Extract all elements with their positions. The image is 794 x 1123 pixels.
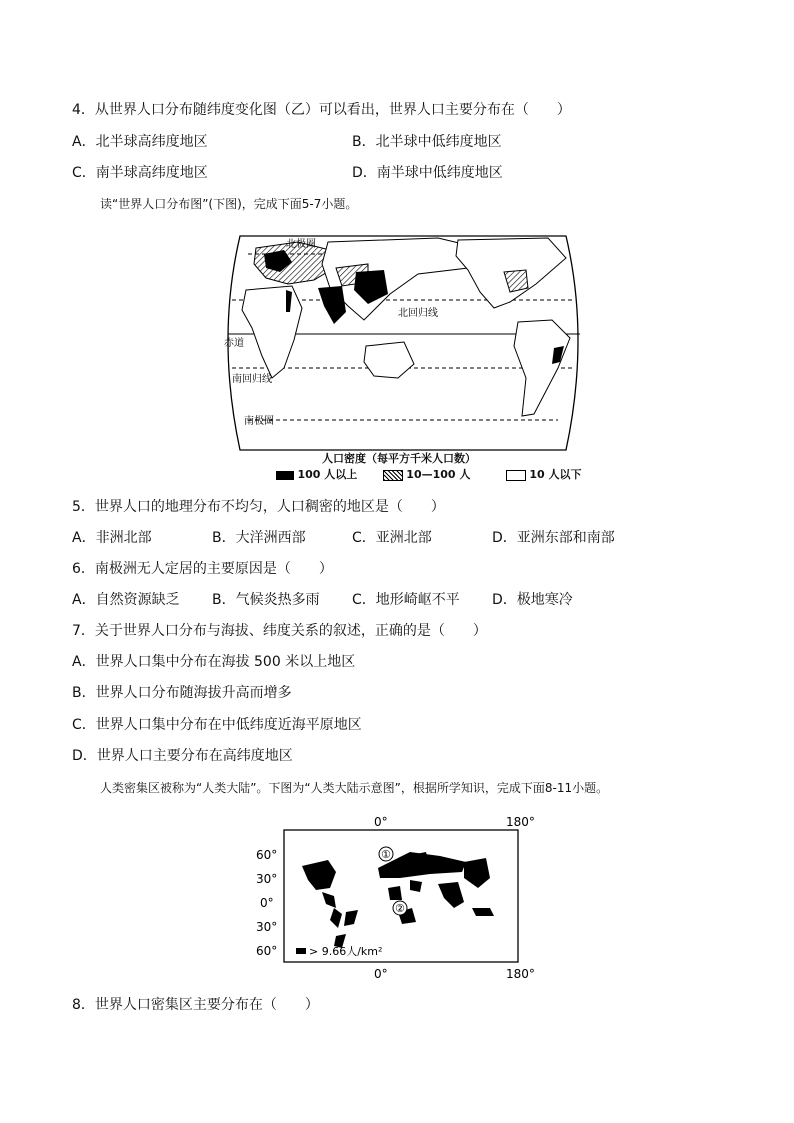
q4-option-c: C．南半球高纬度地区	[72, 165, 208, 181]
q4-option-d: D．南半球中低纬度地区	[352, 165, 503, 181]
lat-label-30s: 30°	[256, 920, 278, 934]
top-label-0: 0°	[374, 815, 388, 829]
legend	[276, 466, 582, 482]
legend-swatch-medium	[383, 470, 403, 481]
q7-option-d: D．世界人口主要分布在高纬度地区	[72, 748, 293, 764]
tropic-n-label: 北回归线	[398, 308, 438, 319]
q6-option-a: A．自然资源缺乏	[72, 592, 180, 608]
middle-east-blob	[410, 880, 422, 892]
lat-label-30n: 30°	[256, 872, 278, 886]
equator-label: 赤道	[224, 338, 244, 349]
world-population-map	[218, 228, 588, 458]
top-label-180: 180°	[506, 815, 535, 829]
q7-option-a: A．世界人口集中分布在海拔 500 米以上地区	[72, 654, 356, 670]
q5-option-d: D．亚洲东部和南部	[492, 530, 615, 546]
bottom-label-0: 0°	[374, 967, 388, 981]
q7-option-b: B．世界人口分布随海拔升高而增多	[72, 685, 292, 701]
africa-blob-1	[388, 886, 402, 900]
question-6-stem: 6．南极洲无人定居的主要原因是（ ）	[72, 561, 333, 577]
question-5-stem: 5．世界人口的地理分布不均匀，人口稠密的地区是（ ）	[72, 499, 445, 515]
q4-option-b: B．北半球中低纬度地区	[352, 134, 502, 150]
legend-sparse-label: 10 人以下	[529, 468, 582, 481]
marker-2: ②	[395, 902, 405, 915]
human-continent-map	[250, 812, 540, 984]
map2-legend-swatch	[296, 948, 306, 954]
marker-1: ①	[381, 848, 391, 861]
q7-option-c: C．世界人口集中分布在中低纬度近海平原地区	[72, 717, 362, 733]
intro-5-7: 读“世界人口分布图”(下图)，完成下面5-7小题。	[100, 197, 358, 211]
tropic-s-label: 南回归线	[232, 374, 272, 385]
legend-title: 人口密度（每平方千米人口数）	[322, 452, 476, 465]
map2-legend: > 9.66人/km²	[309, 945, 383, 958]
question-8-stem: 8．世界人口密集区主要分布在（ ）	[72, 997, 319, 1013]
bottom-label-180: 180°	[506, 967, 535, 981]
lat-label-0: 0°	[260, 896, 274, 910]
legend-medium-label: 10—100 人	[406, 468, 471, 481]
q5-option-a: A．非洲北部	[72, 530, 152, 546]
arctic-label: 北极圈	[286, 239, 316, 250]
q6-option-c: C．地形崎岖不平	[352, 592, 460, 608]
q4-option-a: A．北半球高纬度地区	[72, 134, 208, 150]
q6-option-d: D．极地寒冷	[492, 592, 573, 608]
question-7-stem: 7．关于世界人口分布与海拔、纬度关系的叙述，正确的是（ ）	[72, 623, 487, 639]
intro-8-11: 人类密集区被称为“人类大陆”。下图为“人类大陆示意图”，根据所学知识，完成下面8-11小题。	[100, 781, 609, 795]
legend-dense-label: 100 人以上	[297, 468, 358, 481]
asia-hatch	[336, 264, 368, 286]
antarctic-label: 南极圈	[244, 416, 274, 427]
q5-option-c: C．亚洲北部	[352, 530, 432, 546]
lat-label-60s: 60°	[256, 944, 278, 958]
legend-swatch-dense	[276, 471, 294, 480]
q6-option-b: B．气候炎热多雨	[212, 592, 320, 608]
lat-label-60n: 60°	[256, 848, 278, 862]
q5-option-b: B．大洋洲西部	[212, 530, 306, 546]
question-4-stem: 4．从世界人口分布随纬度变化图（乙）可以看出，世界人口主要分布在（ ）	[72, 102, 571, 118]
legend-swatch-sparse	[506, 470, 526, 481]
